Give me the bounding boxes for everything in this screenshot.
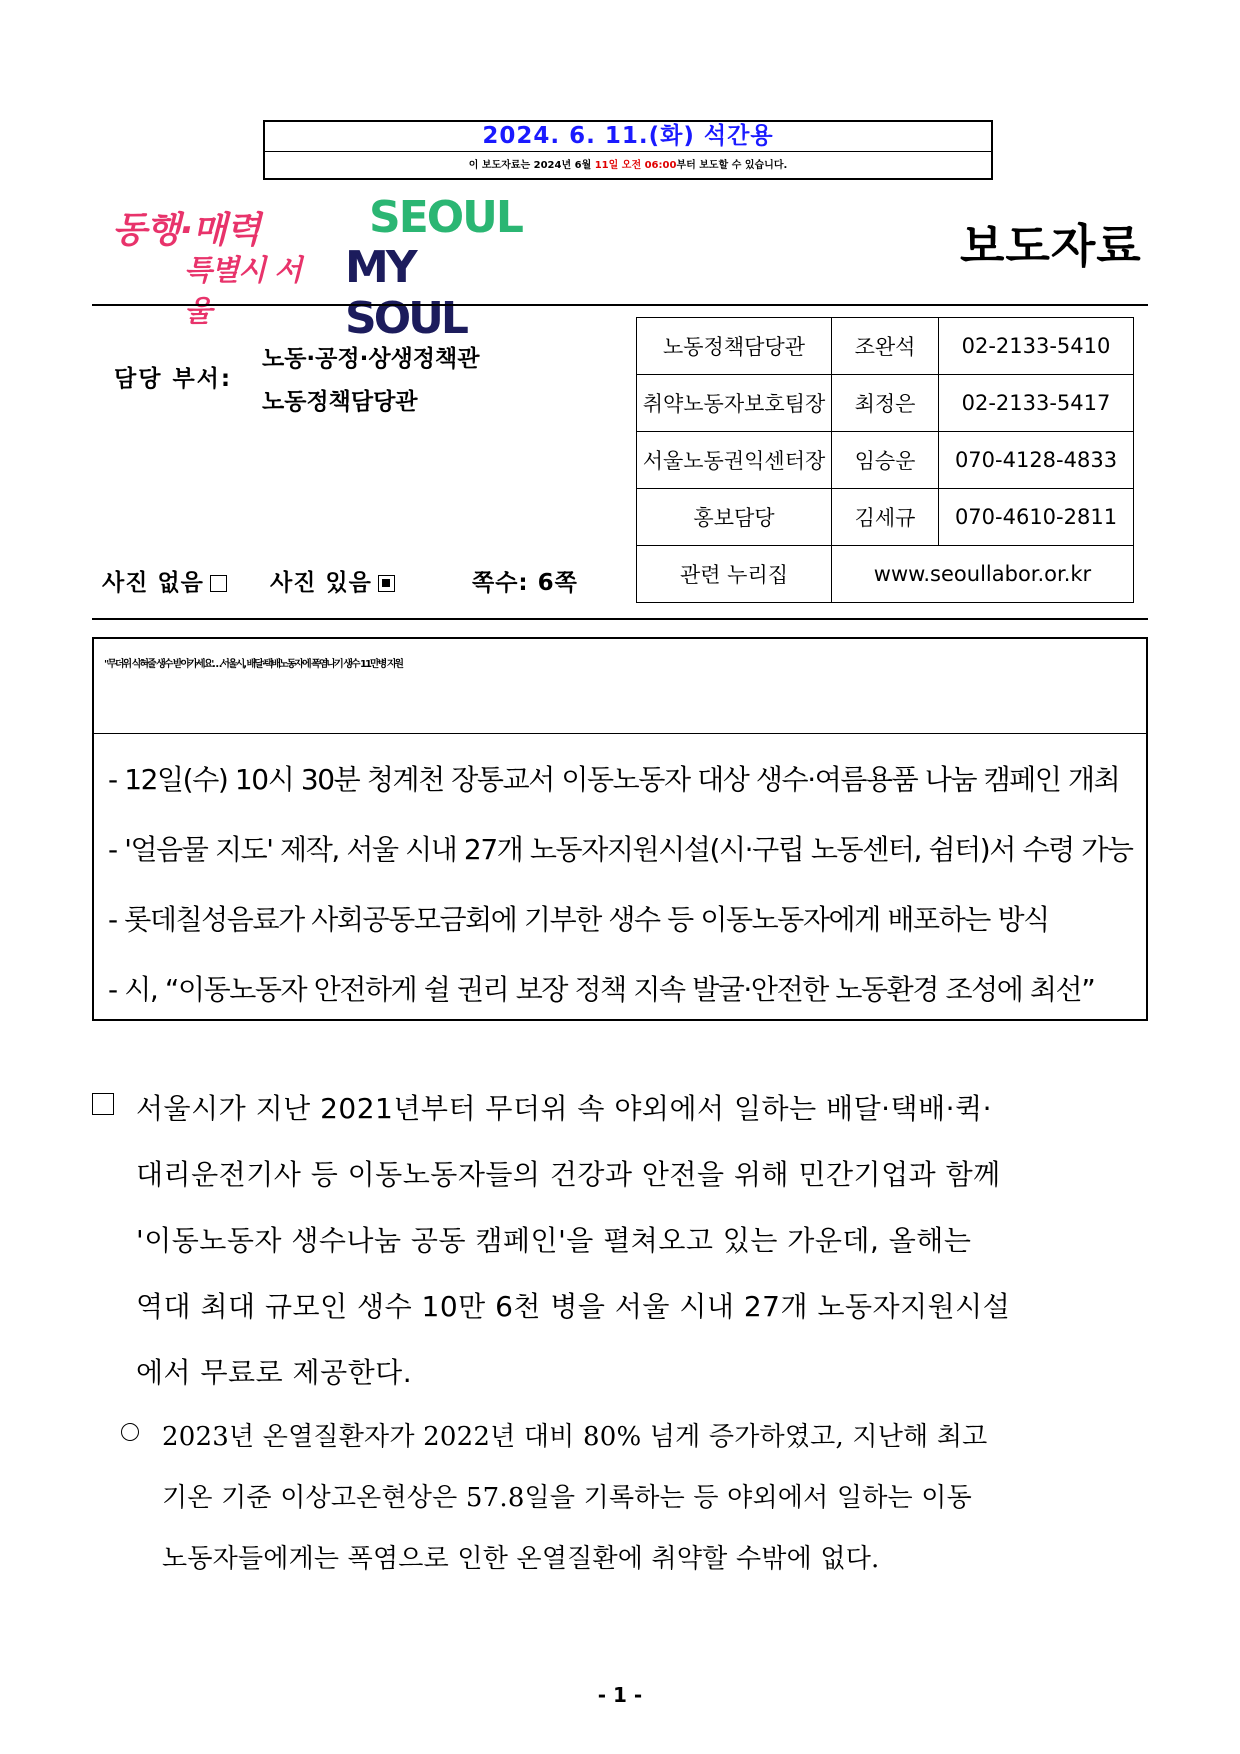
slogan-logo [112, 200, 302, 328]
seoul-logo-line-1: SEOUL [369, 192, 522, 243]
photo-has-checkbox [378, 575, 395, 592]
contact-role: 서울노동권익센터장 [637, 432, 832, 489]
headline: "무더위 식혀줄 생수 받아가세요'…서울시, 배달·택배노동자에 폭염나기 생수 11만병 지원 [104, 659, 403, 670]
contact-phone: 02-2133-5417 [939, 375, 1134, 432]
website-row [637, 546, 1134, 603]
embargo-notice-ampm: 오전 [621, 160, 642, 171]
contact-name: 조완석 [832, 318, 939, 375]
contact-phone: 070-4128-4833 [939, 432, 1134, 489]
embargo-notice [265, 152, 991, 179]
page-count: 쪽수: 6쪽 [472, 570, 578, 596]
paragraph-box-marker [92, 1093, 114, 1115]
embargo-date: 2024. 6. 11.(화) 석간용 [265, 122, 991, 152]
summary-bullet: - 시, “이동노동자 안전하게 쉴 권리 보장 정책 지속 발굴·안전한 노동환경 조성에 최선” [108, 973, 1095, 1006]
sub-line: 노동자들에게는 폭염으로 인한 온열질환에 취약할 수밖에 없다. [162, 1544, 880, 1574]
dept-line-2: 노동정책담당관 [262, 389, 418, 415]
photo-none-label: 사진 없음 [102, 570, 204, 596]
embargo-notice-pre: 이 보도자료는 2024년 6월 [468, 160, 595, 171]
contact-phone: 02-2133-5410 [939, 318, 1134, 375]
slogan-line-2: 특별시 서울 [184, 253, 302, 328]
meta-divider [92, 618, 1148, 620]
sub-line: 2023년 온열질환자가 2022년 대비 80% 넘게 증가하였고, 지난해 최고 [162, 1422, 988, 1452]
website-label: 관련 누리집 [637, 546, 832, 603]
dept-label: 담당 부서: [114, 366, 233, 392]
sub-line: 기온 기준 이상고온현상은 57.8일을 기록하는 등 야외에서 일하는 이동 [162, 1483, 972, 1513]
summary-bullet: - '얼음물 지도' 제작, 서울 시내 27개 노동자지원시설(시·구립 노동센터, 쉼터)서 수령 가능 [108, 833, 1133, 866]
embargo-notice-day: 11일 [594, 160, 619, 171]
seoul-my-soul-logo [345, 192, 522, 344]
embargo-notice-time: 06:00 [644, 160, 677, 171]
photo-has [270, 564, 395, 597]
body-line: 대리운전기사 등 이동노동자들의 건강과 안전을 위해 민간기업과 함께 [136, 1158, 1001, 1191]
page-number: - 1 - [597, 1683, 643, 1707]
contact-row [637, 375, 1134, 432]
summary-bullet: - 12일(수) 10시 30분 청계천 장통교서 이동노동자 대상 생수·여름용품 나눔 캠페인 개최 [108, 763, 1120, 796]
dept-line-1: 노동·공정·상생정책관 [262, 346, 480, 372]
headline-divider [93, 733, 1147, 734]
contact-role: 취약노동자보호팀장 [637, 375, 832, 432]
header-divider [92, 304, 1148, 306]
contact-row [637, 489, 1134, 546]
embargo-notice-post: 부터 보도할 수 있습니다. [676, 160, 788, 171]
body-line: 역대 최대 규모인 생수 10만 6천 병을 서울 시내 27개 노동자지원시설 [136, 1290, 1011, 1323]
contact-name: 임승운 [832, 432, 939, 489]
contact-role: 홍보담당 [637, 489, 832, 546]
doc-type-title: 보도자료 [960, 219, 1142, 273]
contacts-table [636, 317, 1134, 603]
slogan-line-1: 동행·매력 [112, 210, 260, 251]
photo-none-checkbox [210, 575, 227, 592]
embargo-box [263, 120, 993, 180]
contact-name: 최정은 [832, 375, 939, 432]
photo-none [102, 564, 227, 597]
website-url[interactable]: www.seoullabor.or.kr [832, 546, 1134, 603]
contact-name: 김세규 [832, 489, 939, 546]
photo-has-label: 사진 있음 [270, 570, 372, 596]
contact-phone: 070-4610-2811 [939, 489, 1134, 546]
summary-bullet: - 롯데칠성음료가 사회공동모금회에 기부한 생수 등 이동노동자에게 배포하는 방식 [108, 903, 1049, 936]
contact-row [637, 432, 1134, 489]
body-line: 서울시가 지난 2021년부터 무더위 속 야외에서 일하는 배달·택배·퀵· [136, 1092, 992, 1125]
contact-role: 노동정책담당관 [637, 318, 832, 375]
sub-bullet-circle [121, 1423, 139, 1441]
body-line: 에서 무료로 제공한다. [136, 1356, 413, 1389]
seoul-logo-line-2: MY SOUL [345, 242, 466, 344]
contact-row [637, 318, 1134, 375]
body-line: '이동노동자 생수나눔 공동 캠페인'을 펼쳐오고 있는 가운데, 올해는 [136, 1224, 972, 1257]
